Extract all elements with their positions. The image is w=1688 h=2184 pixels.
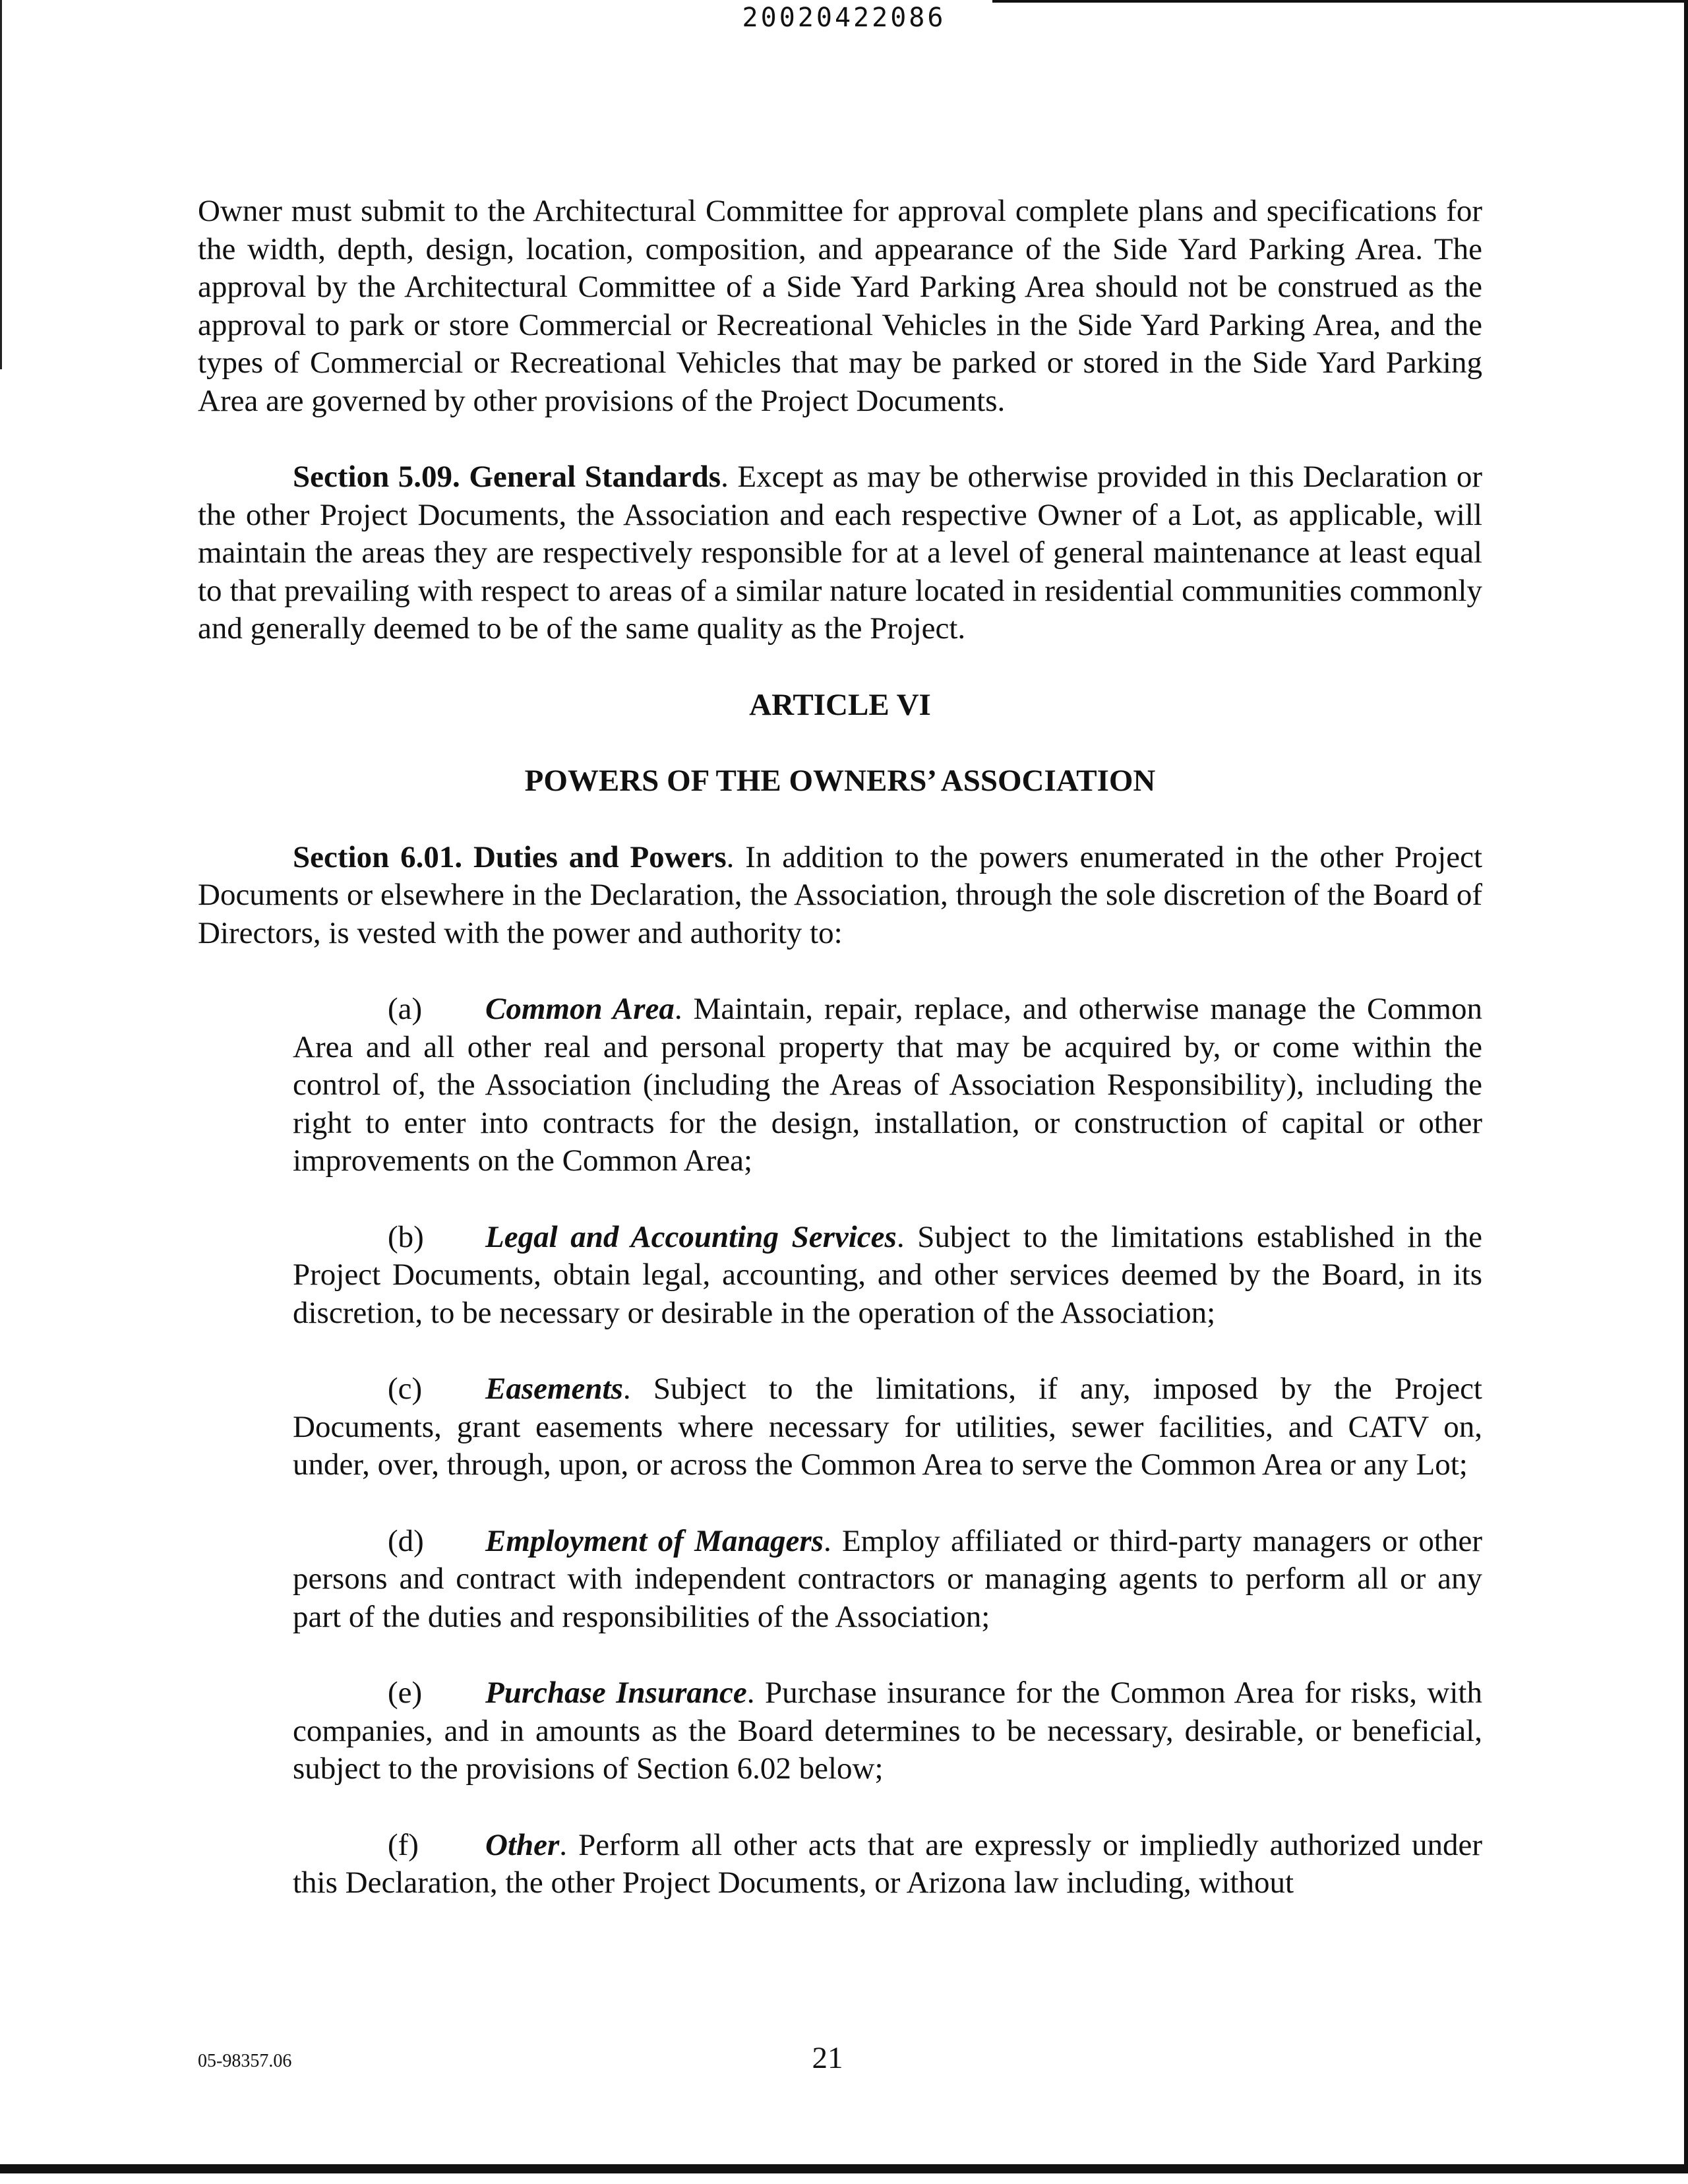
page-number: 21	[812, 2041, 843, 2075]
list-item-b	[293, 1219, 1482, 1333]
item-title: Purchase Insurance	[485, 1676, 747, 1710]
item-title: Employment of Managers	[485, 1523, 824, 1558]
section-5-09-title-period: .	[721, 460, 729, 494]
list-item-f	[293, 1827, 1482, 1902]
list-item-e	[293, 1674, 1482, 1788]
item-letter: (b)	[388, 1219, 424, 1254]
item-text: . Employ affiliated or third-party managers or other persons and contract with independent contractors or managing agents to perform all or any part of the duties and responsibilities of the Association;	[293, 1523, 1482, 1634]
section-6-01	[198, 839, 1482, 953]
list-item-a	[293, 990, 1482, 1180]
recording-number: 20020422086	[742, 3, 946, 33]
section-5-09-title: Section 5.09. General Standards	[293, 460, 721, 494]
item-title: Other	[485, 1827, 560, 1862]
section-6-01-text: In addition to the powers enumerated in the other Project Documents or elsewhere in the Declaration, the Association, through the sole discretion of the Board of Directors, is vested with the power and authority to:	[198, 839, 1482, 950]
scan-border-bottom	[0, 2164, 1688, 2173]
item-text: . Maintain, repair, replace, and otherwise manage the Common Area and all other real and personal property that may be acquired by, or come within the control of, the Association (including the Areas of Association Responsibility), including the right to enter into contracts for the design, installation, or construction of capital or other improvements on the Common Area;	[293, 992, 1482, 1178]
article-number: ARTICLE VI	[749, 687, 931, 722]
section-5-09-text: Except as may be otherwise provided in this Declaration or the other Project Documents, the Association and each respective Owner of a Lot, as applicable, will maintain the areas they are respectively responsible for at a level of general maintenance at least equal to that prevailing with respect to areas of a similar nature located in residential communities commonly and generally deemed to be of the same quality as the Project.	[198, 460, 1482, 646]
item-letter: (f)	[388, 1827, 419, 1862]
section-5-09	[198, 458, 1482, 648]
item-letter: (d)	[388, 1523, 424, 1558]
item-text: . Perform all other acts that are expressly or impliedly authorized under this Declaration, the other Project Documents, or Arizona law including, without	[293, 1827, 1482, 1900]
list-item-c	[293, 1370, 1482, 1484]
scan-border-right	[1684, 0, 1688, 2169]
article-title: POWERS OF THE OWNERS’ ASSOCIATION	[524, 764, 1156, 798]
item-letter: (e)	[388, 1676, 423, 1710]
item-letter: (c)	[388, 1372, 423, 1406]
document-code: 05-98357.06	[198, 2051, 292, 2071]
item-letter: (a)	[388, 992, 423, 1026]
continued-paragraph: Owner must submit to the Architectural Committee for approval complete plans and specifications for the width, depth, design, location, composition, and appearance of the Side Yard Parking Area. The approval by the Architectural Committee of a Side Yard Parking Area should not be construed as the approval to park or store Commercial or Recreational Vehicles in the Side Yard Parking Area, and the types of Commercial or Recreational Vehicles that may be parked or stored in the Side Yard Parking Area are governed by other provisions of the Project Documents.	[198, 194, 1482, 418]
item-title: Common Area	[485, 992, 675, 1026]
item-text: . Subject to the limitations established in the Project Documents, obtain legal, accounting, and other services deemed by the Board, in its discretion, to be necessary or desirable in the operation of the Association;	[293, 1219, 1482, 1330]
section-6-01-title-period: .	[726, 839, 735, 874]
item-title: Easements	[485, 1372, 623, 1406]
document-body	[198, 193, 1482, 1941]
scan-border-left	[0, 0, 2, 369]
list-item-d	[293, 1523, 1482, 1637]
item-text: . Purchase insurance for the Common Area for risks, with companies, and in amounts as the Board determines to be necessary, desirable, or beneficial, subject to the provisions of Section 6.02 below;	[293, 1676, 1482, 1786]
item-title: Legal and Accounting Services	[485, 1219, 897, 1254]
section-6-01-title: Section 6.01. Duties and Powers	[293, 839, 727, 874]
item-text: . Subject to the limitations, if any, imposed by the Project Documents, grant easements where necessary for utilities, sewer facilities, and CATV on, under, over, through, upon, or across the Common Area to serve the Common Area or any Lot;	[293, 1372, 1482, 1482]
